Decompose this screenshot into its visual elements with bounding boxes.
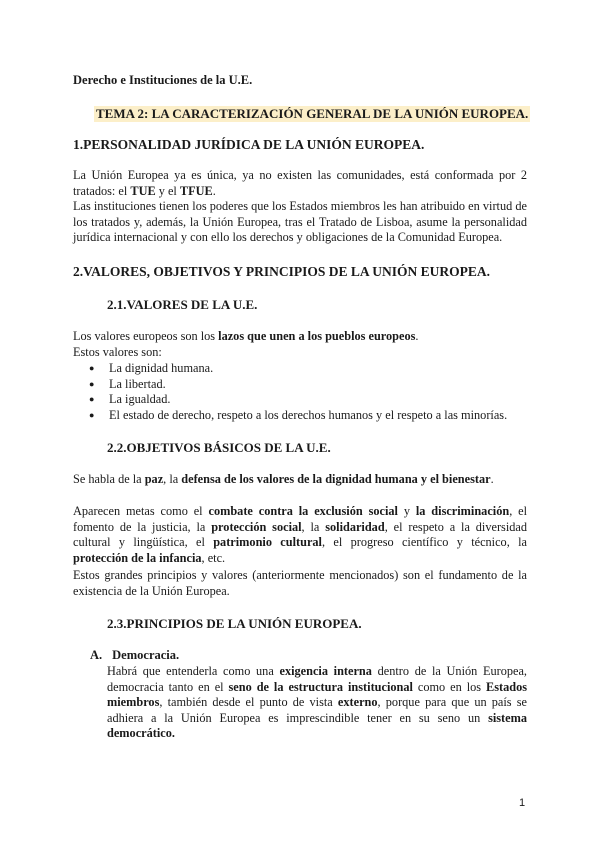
list-item: ● La dignidad humana. xyxy=(73,361,507,377)
section1-paragraph1: La Unión Europea ya es única, ya no existen las comunidades, está conformada por 2 tratados: el TUE y el TFUE. xyxy=(73,168,527,198)
objetivos-paragraph3: Estos grandes principios y valores (anteriormente mencionados) son el fundamento de la existencia de la Unión Europea. xyxy=(73,568,527,598)
valores-list xyxy=(73,361,507,423)
list-item: ● La libertad. xyxy=(73,377,507,393)
section1-paragraph2: Las instituciones tienen los poderes que los Estados miembros les han atribuido en virtud de los tratados y, además, la Unión Europea, tras el Tratado de Lisboa, asume la personalidad jurídica internacional y con ello los derechos y obligaciones de la Comunidad Europea. xyxy=(73,199,527,245)
section2-heading: 2.VALORES, OBJETIVOS Y PRINCIPIOS DE LA UNIÓN EUROPEA. xyxy=(73,264,491,279)
objetivos-paragraph2: Aparecen metas como el combate contra la exclusión social y la discriminación, el fomento de la justicia, la protección social, la solidaridad, el respeto a la diversidad cultural y lingüística, el patrimonio cultural, el progreso científico y técnico, la protección de la infancia, etc. xyxy=(73,504,528,565)
principio-a-paragraph: Habrá que entenderla como una exigencia interna dentro de la Unión Europea, democracia tanto en el seno de la estructura institucional como en los Estados miembros, también desde el punto de vista externo, porque para que un país se adhiera a la Unión Europea es imprescindible tener en su seno un sistema democrático. xyxy=(107,664,528,741)
valores-intro: Estos valores son: xyxy=(73,345,162,359)
section2-3-heading: 2.3.PRINCIPIOS DE LA UNIÓN EUROPEA. xyxy=(107,616,362,631)
list-item: ● La igualdad. xyxy=(73,392,507,408)
course-title: Derecho e Instituciones de la U.E. xyxy=(73,73,253,87)
valores-paragraph: Los valores europeos son los lazos que unen a los pueblos europeos. xyxy=(73,329,419,343)
section1-heading: 1.PERSONALIDAD JURÍDICA DE LA UNIÓN EUROPEA. xyxy=(73,137,425,152)
section2-1-heading: 2.1.VALORES DE LA U.E. xyxy=(107,297,258,312)
section2-2-heading: 2.2.OBJETIVOS BÁSICOS DE LA U.E. xyxy=(107,440,331,455)
principio-a-title: A. Democracia. xyxy=(90,648,180,662)
objetivos-paragraph1: Se habla de la paz, la defensa de los valores de la dignidad humana y el bienestar. xyxy=(73,472,494,486)
page-number: 1 xyxy=(519,797,526,809)
tema-title: TEMA 2: LA CARACTERIZACIÓN GENERAL DE LA UNIÓN EUROPEA. xyxy=(96,106,529,121)
list-item: ● El estado de derecho, respeto a los derechos humanos y el respeto a las minorías. xyxy=(73,408,507,424)
